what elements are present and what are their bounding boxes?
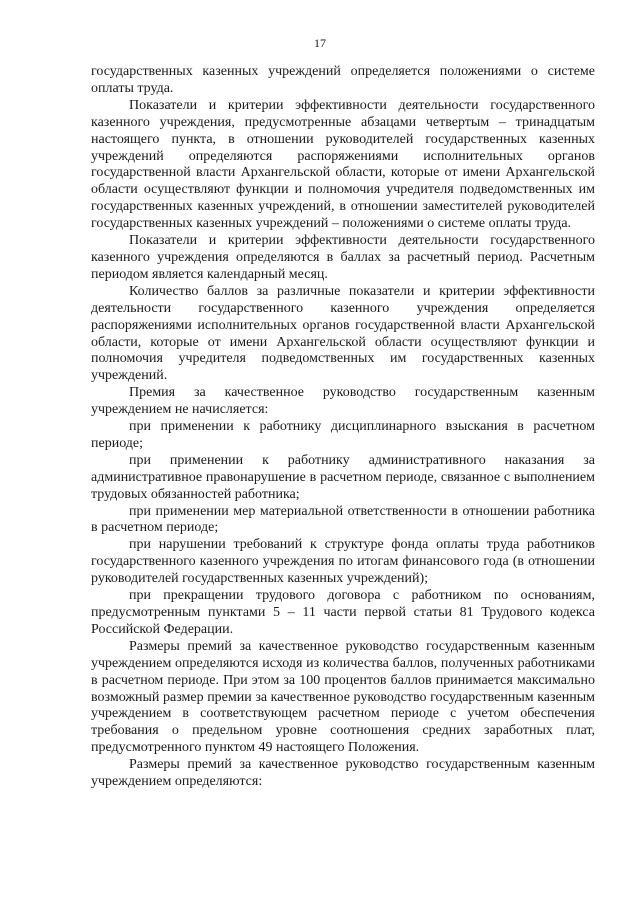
list-item-payroll-structure: при нарушении требований к структуре фонда оплаты труда работников государственного казенного учреждения по итогам финансового года (в отношении руководителей государственных казенных учреждений);	[91, 537, 595, 587]
paragraph-3: Показатели и критерии эффективности деятельности государственного казенного учреждения определяются в баллах за расчетный период. Расчетным периодом является календарный месяц.	[91, 233, 595, 282]
list-item-disciplinary: при применении к работнику дисциплинарного взыскания в расчетном периоде;	[91, 419, 595, 451]
paragraph-4: Количество баллов за различные показатели и критерии эффективности деятельности государственного казенного учреждения определяется распоряжениями исполнительных органов государственной власти Архангельской области, которые от имени Архангельской области осуществляют функции и полномочия учредителя подведомственных им государственных казенных учреждений.	[91, 283, 595, 384]
list-item-material-liability: при применении мер материальной ответственности в отношении работника в расчетном периоде;	[91, 503, 595, 536]
paragraph-bonus-sizes: Размеры премий за качественное руководство государственным казенным учреждением определяются исходя из количества баллов, полученных работниками в расчетном периоде. При этом за 100 процентов баллов принимается максимально возможный размер премии за качественное руководство государственным казенным учреждением в соответствующем расчетном периоде с учетом обеспечения требования о предельном уровне соотношения средних заработных плат, предусмотренного пунктом 49 настоящего Положения.	[91, 638, 595, 756]
paragraph-1: государственных казенных учреждений определяется положениями о системе оплаты труда.	[91, 64, 595, 96]
paragraph-5: Премия за качественное руководство государственным казенным учреждением не начисляется:	[91, 385, 595, 418]
list-item-administrative: при применении к работнику административного наказания за административное правонарушение в расчетном периоде, связанное с выполнением трудовых обязанностей работника;	[91, 452, 595, 502]
paragraph-bonus-determined: Размеры премий за качественное руководство государственным казенным учреждением определяются:	[91, 757, 595, 790]
paragraph-2: Показатели и критерии эффективности деятельности государственного казенного учреждения, предусмотренные абзацами четвертым – тринадцатым настоящего пункта, в отношении руководителей государственных казенных учреждений определяются распоряжениями исполнительных органов государственной власти Архангельской области, которые от имени Архангельской области осуществляют функции и полномочия учредителя подведомственных им государственных казенных учреждений, в отношении заместителей руководителей государственных казенных учреждений – положениями о системе оплаты труда.	[91, 97, 595, 232]
document-body	[91, 64, 595, 791]
page-number: 17	[314, 36, 326, 50]
list-item-contract-termination: при прекращении трудового договора с работником по основаниям, предусмотренным пунктами 5 – 11 части первой статьи 81 Трудового кодекса Российской Федерации.	[91, 588, 595, 637]
